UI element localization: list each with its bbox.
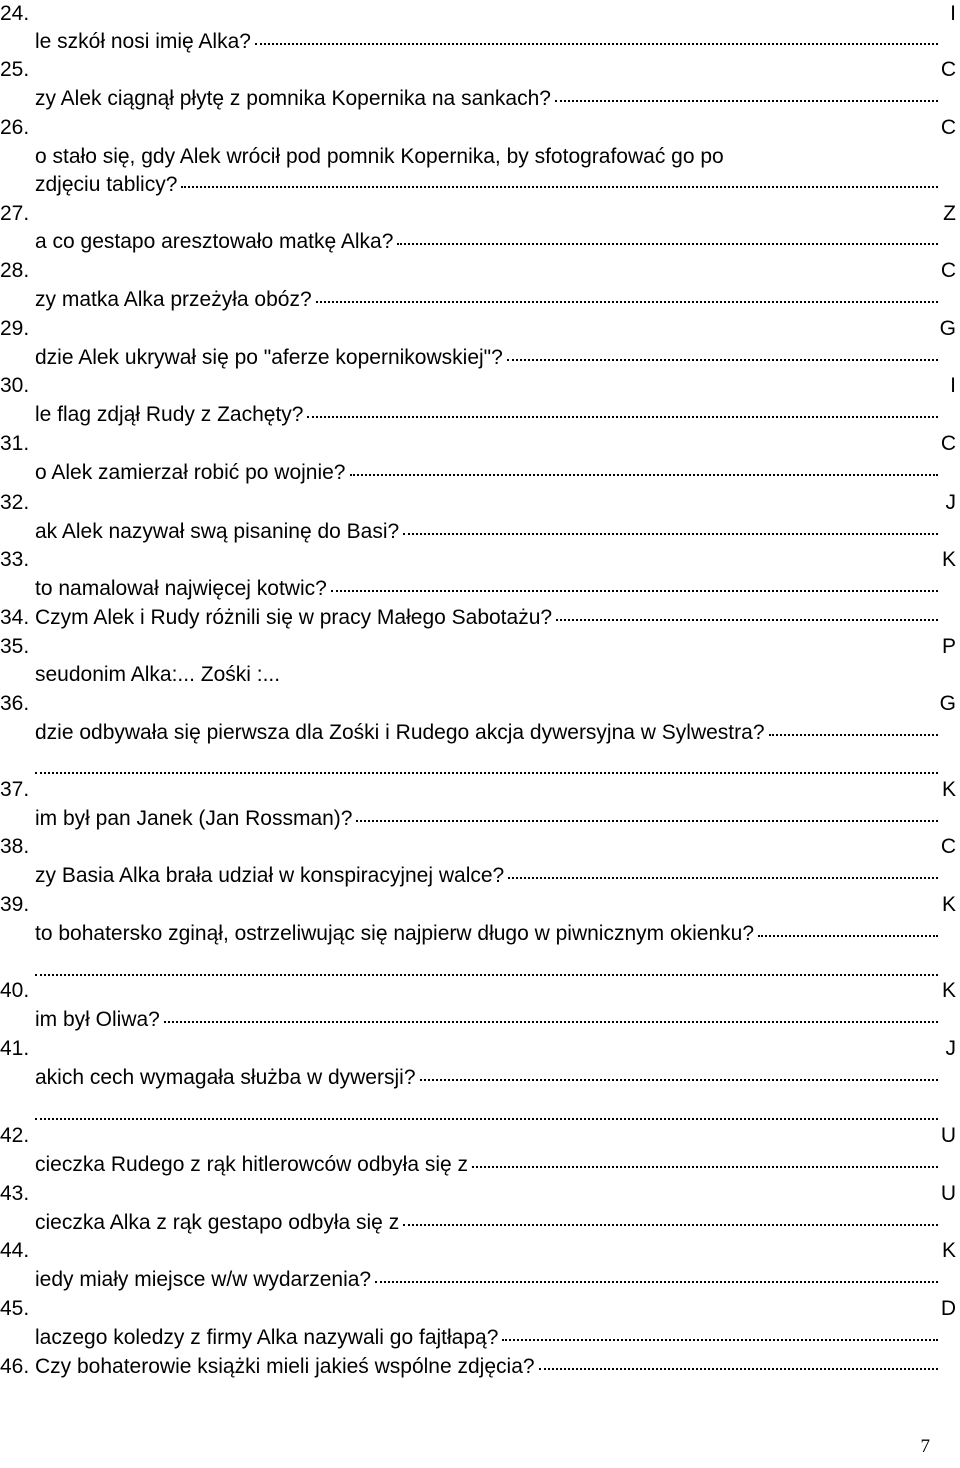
question-row (35, 661, 938, 689)
answer-line[interactable] (350, 472, 939, 476)
question-number: 39. (0, 893, 30, 916)
initial-letter: U (940, 1124, 956, 1147)
question-row (35, 920, 938, 948)
question-row (35, 459, 938, 487)
question-number: 44. (0, 1239, 30, 1262)
question-row (35, 1209, 938, 1237)
initial-letter: K (941, 548, 956, 571)
question-number: 28. (0, 259, 30, 282)
question-text: im był pan Janek (Jan Rossman)? (35, 807, 353, 830)
question-number: 35. (0, 635, 30, 658)
question-text: le szkół nosi imię Alka? (35, 30, 251, 53)
question-row (35, 1266, 938, 1294)
initial-letter: G (939, 317, 956, 340)
answer-line[interactable] (307, 414, 938, 418)
question-header (0, 257, 960, 285)
question-number: 46. (0, 1355, 30, 1378)
question-row (35, 401, 938, 429)
question-text: zy matka Alka przeżyła obóz? (35, 288, 312, 311)
answer-line[interactable] (181, 184, 938, 188)
question-text: to bohatersko zginął, ostrzeliwując się najpierw długo w piwnicznym okienku? (35, 922, 755, 945)
question-row (35, 28, 938, 56)
question-row (35, 862, 938, 890)
question-header (0, 633, 960, 661)
question-header (0, 315, 960, 343)
answer-line[interactable] (331, 588, 938, 592)
question-text: Czym Alek i Rudy różnili się w pracy Małego Sabotażu? (35, 606, 553, 629)
question-row (35, 719, 938, 747)
question-header (0, 372, 960, 400)
question-row (0, 604, 938, 632)
question-number: 42. (0, 1124, 30, 1147)
question-row (35, 518, 938, 546)
initial-letter: K (941, 778, 956, 801)
question-text: iedy miały miejsce w/w wydarzenia? (35, 1268, 372, 1291)
answer-line[interactable] (502, 1337, 938, 1341)
initial-letter: G (939, 692, 956, 715)
answer-line[interactable] (397, 241, 938, 245)
question-number: 24. (0, 2, 30, 25)
question-row (35, 1006, 938, 1034)
answer-line[interactable] (164, 1019, 938, 1023)
question-number: 34. (0, 606, 30, 629)
question-row-continued (35, 171, 938, 199)
question-text: im był Oliwa? (35, 1008, 160, 1031)
question-row (35, 1151, 938, 1179)
answer-line[interactable] (255, 41, 938, 45)
answer-line[interactable] (556, 617, 938, 621)
question-number: 29. (0, 317, 30, 340)
question-row (0, 1353, 938, 1381)
question-number: 38. (0, 835, 30, 858)
question-row (35, 805, 938, 833)
answer-line[interactable] (356, 818, 938, 822)
question-number: 31. (0, 432, 30, 455)
question-number: 37. (0, 778, 30, 801)
initial-letter: C (940, 835, 956, 858)
answer-line[interactable] (420, 1077, 939, 1081)
question-header (0, 1122, 960, 1150)
question-header (0, 114, 960, 142)
question-header (0, 200, 960, 228)
question-text: o Alek zamierzał robić po wojnie? (35, 461, 346, 484)
question-number: 27. (0, 202, 30, 225)
question-header (0, 1237, 960, 1265)
question-text: dzie odbywała się pierwsza dla Zośki i Rudego akcja dywersyjna w Sylwestra? (35, 721, 765, 744)
question-number: 33. (0, 548, 30, 571)
question-text: cieczka Alka z rąk gestapo odbyła się z (35, 1211, 400, 1234)
question-text: a co gestapo aresztowało matkę Alka? (35, 230, 394, 253)
answer-line[interactable] (769, 732, 939, 736)
question-text: seudonim Alka:... Zośki :... (35, 663, 281, 686)
question-number: 41. (0, 1037, 30, 1060)
initial-letter: J (945, 491, 956, 514)
question-header (0, 891, 960, 919)
question-header (0, 977, 960, 1005)
initial-letter: I (950, 2, 956, 25)
question-text: o stało się, gdy Alek wrócił pod pomnik Kopernika, by sfotografować go po (35, 145, 724, 168)
question-row (35, 85, 938, 113)
answer-line-extra[interactable] (35, 1116, 938, 1120)
answer-line-extra[interactable] (35, 972, 938, 976)
question-header (0, 776, 960, 804)
question-header (0, 546, 960, 574)
question-header (0, 833, 960, 861)
initial-letter: C (940, 116, 956, 139)
initial-letter: K (941, 979, 956, 1002)
question-number: 43. (0, 1182, 30, 1205)
initial-letter: C (940, 58, 956, 81)
answer-line[interactable] (758, 933, 938, 937)
question-number: 40. (0, 979, 30, 1002)
initial-letter: D (940, 1297, 956, 1320)
question-text: to namalował najwięcej kotwic? (35, 577, 327, 600)
question-number: 36. (0, 692, 30, 715)
question-header (0, 1035, 960, 1063)
initial-letter: K (941, 1239, 956, 1262)
question-text: ak Alek nazywał swą pisaninę do Basi? (35, 520, 400, 543)
page-number: 7 (920, 1436, 930, 1457)
question-number: 30. (0, 374, 30, 397)
question-text: dzie Alek ukrywał się po "aferze kopernikowskiej"? (35, 346, 503, 369)
initial-letter: K (941, 893, 956, 916)
initial-letter: P (941, 635, 956, 658)
question-row (35, 575, 938, 603)
question-header (0, 489, 960, 517)
answer-line[interactable] (375, 1279, 938, 1283)
initial-letter: Z (943, 202, 956, 225)
question-number: 26. (0, 116, 30, 139)
question-text: cieczka Rudego z rąk hitlerowców odbyła się z (35, 1153, 469, 1176)
answer-line-extra[interactable] (35, 770, 938, 774)
answer-line[interactable] (403, 1222, 938, 1226)
answer-line[interactable] (403, 531, 938, 535)
question-header (0, 56, 960, 84)
question-header (0, 0, 960, 28)
question-header (0, 1180, 960, 1208)
answer-line[interactable] (472, 1164, 938, 1168)
initial-letter: I (950, 374, 956, 397)
question-header (0, 690, 960, 718)
question-text: laczego koledzy z firmy Alka nazywali go fajtłapą? (35, 1326, 499, 1349)
question-row (35, 228, 938, 256)
question-number: 32. (0, 491, 30, 514)
question-row (35, 286, 938, 314)
question-number: 45. (0, 1297, 30, 1320)
question-text: zy Basia Alka brała udział w konspiracyjnej walce? (35, 864, 505, 887)
question-header (0, 430, 960, 458)
question-row (35, 1064, 938, 1092)
initial-letter: C (940, 259, 956, 282)
question-text-continued: zdjęciu tablicy? (35, 173, 178, 196)
answer-line[interactable] (539, 1366, 938, 1370)
answer-line[interactable] (555, 98, 938, 102)
answer-line[interactable] (508, 875, 938, 879)
answer-line[interactable] (316, 299, 938, 303)
initial-letter: J (945, 1037, 956, 1060)
question-row (35, 1324, 938, 1352)
question-row (35, 344, 938, 372)
answer-line[interactable] (507, 357, 938, 361)
initial-letter: C (940, 432, 956, 455)
question-text: akich cech wymagała służba w dywersji? (35, 1066, 416, 1089)
initial-letter: U (940, 1182, 956, 1205)
question-text: zy Alek ciągnął płytę z pomnika Kopernika na sankach? (35, 87, 551, 110)
question-header (0, 1295, 960, 1323)
question-number: 25. (0, 58, 30, 81)
question-row (35, 143, 938, 171)
question-text: Czy bohaterowie książki mieli jakieś wspólne zdjęcia? (35, 1355, 535, 1378)
question-text: le flag zdjął Rudy z Zachęty? (35, 403, 304, 426)
